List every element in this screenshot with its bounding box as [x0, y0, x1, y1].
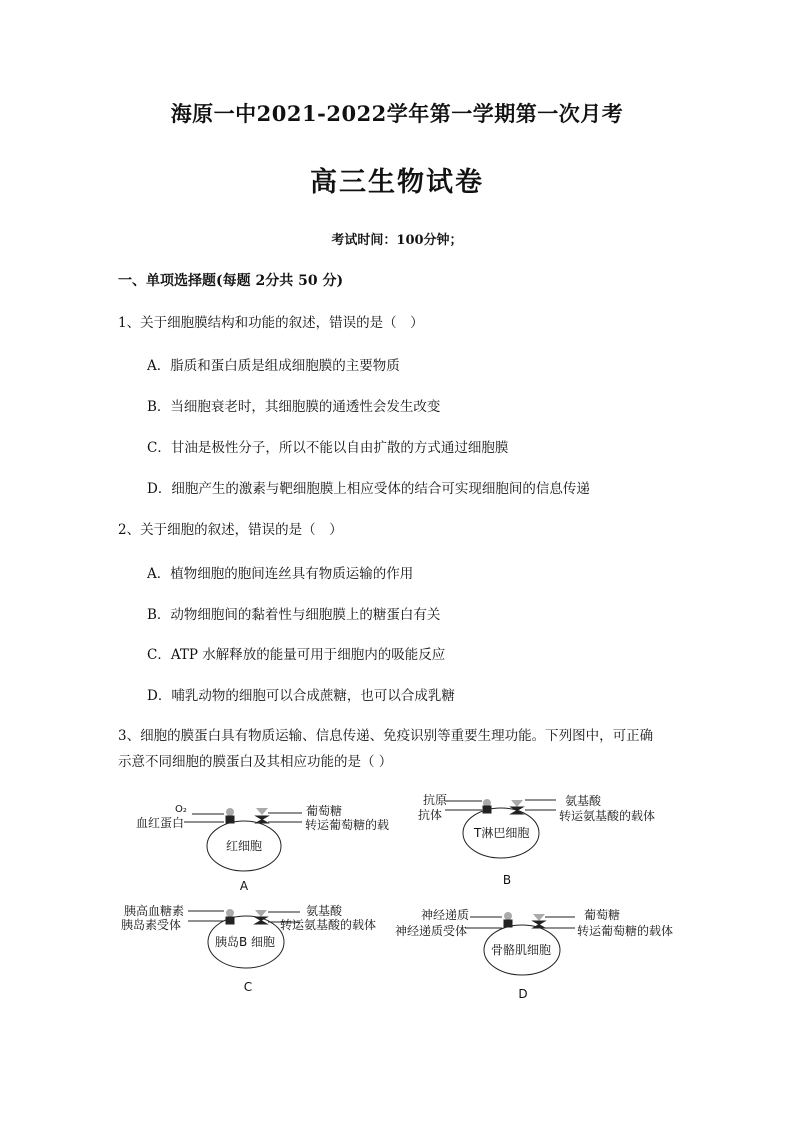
carrier-cap-a	[256, 808, 268, 815]
label-c-right-top: 氨基酸	[306, 904, 343, 918]
receptor-head-d	[504, 912, 512, 920]
section-heading: 一、单项选择题(每题 2分共 50 分)	[118, 273, 344, 289]
receptor-head-c	[226, 909, 234, 917]
diagram-a-letter: A	[239, 879, 249, 893]
question-3-stem-line2: 示意不同细胞的膜蛋白及其相应功能的是（ ）	[118, 754, 393, 770]
question-1-stem: 1、关于细胞膜结构和功能的叙述，错误的是（ ）	[118, 315, 424, 331]
receptor-protein-a	[226, 816, 234, 823]
label-c-left-bottom: 胰岛素受体	[121, 918, 182, 932]
label-a-right-top: 葡萄糖	[306, 804, 343, 818]
question-2-stem: 2、关于细胞的叙述，错误的是（ ）	[118, 522, 343, 538]
question-2-option-d: D．哺乳动物的细胞可以合成蔗糖，也可以合成乳糖	[147, 688, 455, 704]
label-d-right-bottom: 转运葡萄糖的载体	[577, 924, 674, 938]
diagram-c-letter: C	[243, 980, 253, 994]
label-d-left-top: 神经递质	[421, 908, 470, 922]
receptor-protein-c	[226, 917, 234, 924]
receptor-head-a	[226, 808, 234, 816]
paper-subtitle: 高三生物试卷	[310, 167, 484, 198]
carrier-protein-c	[255, 917, 267, 924]
carrier-cap-d	[533, 914, 545, 921]
carrier-cap-c	[255, 910, 267, 917]
diagram-b-letter: B	[502, 873, 512, 887]
label-c-right-bottom: 转运氨基酸的载体	[280, 918, 377, 932]
question-1-option-a: A．脂质和蛋白质是组成细胞膜的主要物质	[147, 358, 400, 374]
question-3-stem-line1: 3、细胞的膜蛋白具有物质运输、信息传递、免疫识别等重要生理功能。下列图中，可正确	[118, 728, 654, 744]
label-b-right-bottom: 转运氨基酸的载体	[559, 809, 656, 823]
cell-b-name: T淋巴细胞	[474, 826, 530, 840]
receptor-protein-d	[504, 920, 512, 927]
question-2-option-a: A．植物细胞的胞间连丝具有物质运输的作用	[147, 566, 414, 582]
label-a-right-bottom: 转运葡萄糖的载	[305, 818, 390, 832]
label-d-right-top: 葡萄糖	[584, 908, 621, 922]
question-1-option-d: D．细胞产生的激素与靶细胞膜上相应受体的结合可实现细胞间的信息传递	[147, 481, 590, 497]
label-a-left-bottom: 血红蛋白	[136, 816, 185, 830]
receptor-protein-b	[483, 806, 491, 813]
carrier-protein-a	[256, 816, 268, 823]
label-b-right-top: 氨基酸	[565, 794, 602, 808]
question-2-option-b: B．动物细胞间的黏着性与细胞膜上的糖蛋白有关	[147, 607, 441, 623]
carrier-cap-b	[511, 800, 523, 807]
cell-d-name: 骨骼肌细胞	[491, 943, 552, 957]
exam-time: 考试时间：100分钟；	[331, 233, 463, 248]
label-d-left-bottom: 神经递质受体	[395, 924, 468, 938]
question-2-option-c: C．ATP 水解释放的能量可用于细胞内的吸能反应	[147, 647, 446, 663]
cell-a-name: 红细胞	[226, 839, 263, 853]
label-a-left-top: O₂	[175, 804, 187, 815]
carrier-protein-d	[533, 921, 545, 928]
question-1-option-b: B．当细胞衰老时，其细胞膜的通透性会发生改变	[147, 399, 441, 415]
label-b-left-top: 抗原	[423, 793, 448, 807]
label-b-left-bottom: 抗体	[418, 808, 443, 822]
carrier-protein-b	[511, 807, 523, 814]
label-c-left-top: 胰高血糖素	[124, 904, 185, 918]
cell-c-name: 胰岛B 细胞	[215, 935, 276, 949]
diagram-d-letter: D	[518, 987, 528, 1001]
question-1-option-c: C．甘油是极性分子，所以不能以自由扩散的方式通过细胞膜	[147, 440, 509, 456]
paper-title: 海原一中2021-2022学年第一学期第一次月考	[170, 101, 624, 126]
